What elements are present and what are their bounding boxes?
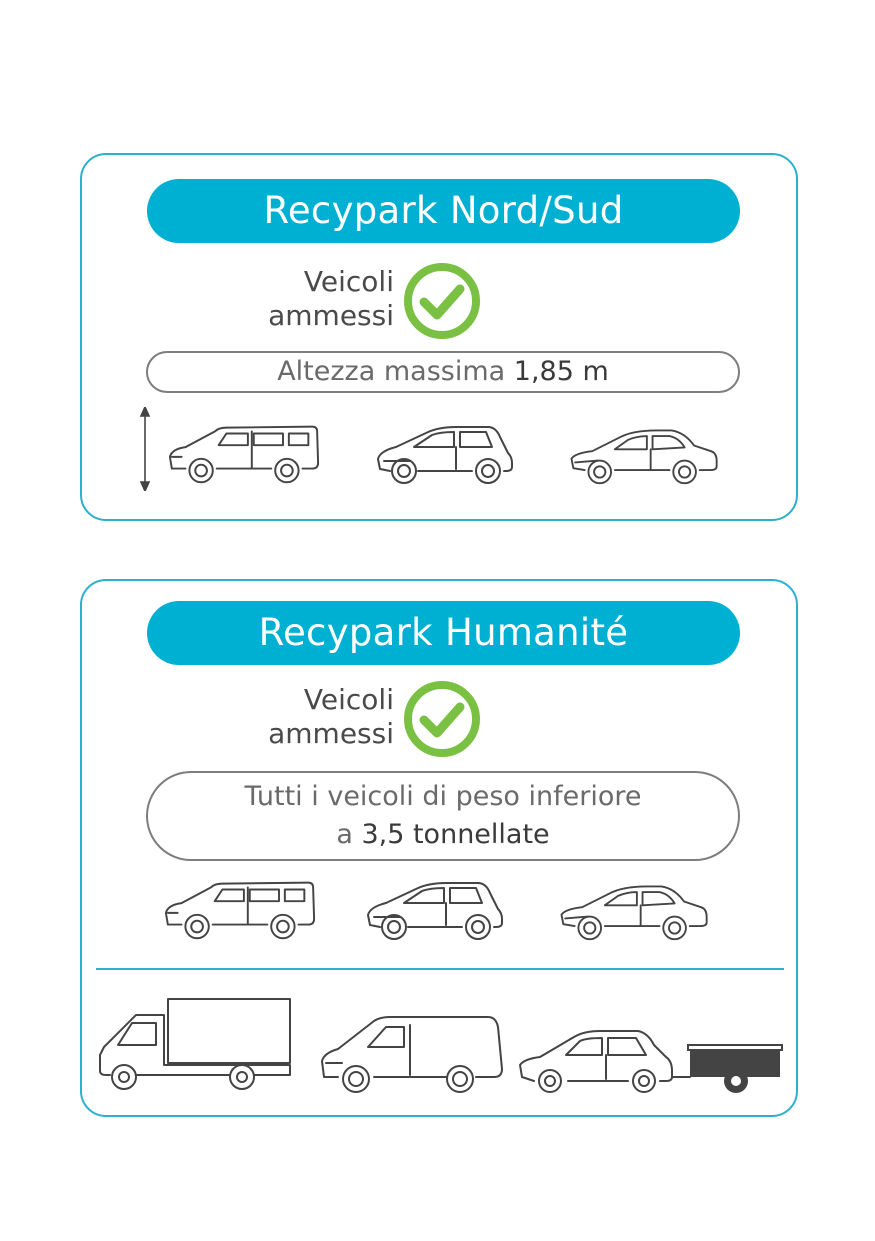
- car-with-trailer-icon: [518, 1027, 788, 1097]
- weight-limit-value: 3,5 tonnellate: [361, 819, 550, 850]
- check-icon: [402, 261, 482, 341]
- recypark-nord-sud-card: [80, 153, 798, 521]
- weight-limit-prefix: a: [336, 819, 353, 850]
- admitted-line1: Veicoli: [303, 265, 394, 298]
- card-title: Recypark Nord/Sud: [263, 189, 624, 232]
- height-limit-value: 1,85 m: [513, 356, 609, 387]
- card-title-pill: [147, 179, 740, 243]
- check-icon: [402, 679, 482, 759]
- weight-limit-line1: Tutti i veicoli di peso inferiore: [244, 781, 642, 812]
- height-arrow-icon: [138, 407, 152, 491]
- admitted-vehicles-label: [262, 261, 482, 341]
- hatchback-icon: [366, 873, 506, 943]
- height-limit-text: Altezza massima: [277, 356, 506, 387]
- height-limit-box: [146, 351, 740, 393]
- minivan-icon: [162, 873, 318, 943]
- sedan-icon: [555, 877, 715, 943]
- section-divider: [96, 968, 784, 970]
- minivan-icon: [166, 417, 322, 487]
- cargo-van-icon: [318, 1013, 508, 1093]
- card-title-pill: [147, 601, 740, 665]
- box-truck-icon: [96, 995, 296, 1091]
- admitted-line2: ammessi: [268, 717, 394, 750]
- recypark-humanite-card: [80, 579, 798, 1117]
- sedan-icon: [565, 421, 725, 487]
- card-title: Recypark Humanité: [258, 611, 629, 654]
- admitted-line1: Veicoli: [303, 683, 394, 716]
- admitted-vehicles-label: [262, 679, 482, 759]
- weight-limit-box: [146, 771, 740, 861]
- hatchback-icon: [376, 417, 516, 487]
- admitted-line2: ammessi: [268, 299, 394, 332]
